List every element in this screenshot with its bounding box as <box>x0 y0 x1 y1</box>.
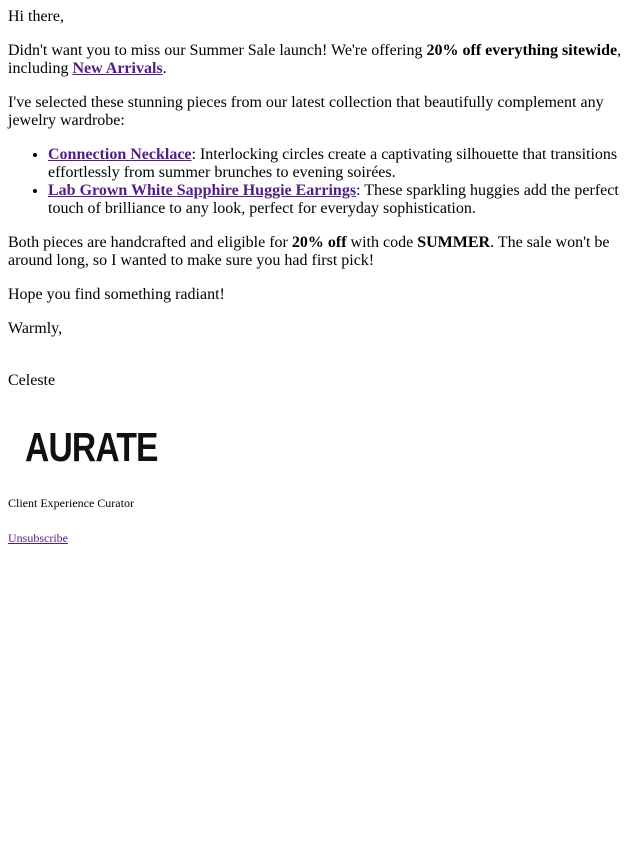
details-text-end: . The sale won't be around long, so I wanted to make sure you had first pick! <box>8 234 610 269</box>
product-description: : Interlocking circles create a captivating silhouette that transitions effortlessly from summer brunches to evening soirées. <box>48 146 618 181</box>
product-list <box>8 146 632 218</box>
signature-name: Celeste <box>8 372 56 389</box>
intro-paragraph <box>8 42 632 78</box>
promo-code: SUMMER <box>417 234 491 251</box>
signoff: Warmly, <box>8 320 63 337</box>
intro-text-middle: , including <box>8 42 622 77</box>
unsubscribe-link[interactable]: Unsubscribe <box>8 531 68 545</box>
product-description: : These sparkling huggies add the perfect touch of brilliance to any look, perfect for everyday sophistication. <box>48 182 619 217</box>
sale-offer: 20% off everything sitewide <box>426 42 618 59</box>
brand-logo <box>8 420 632 478</box>
huggie-earrings-link[interactable]: Lab Grown White Sapphire Huggie Earrings <box>48 182 357 199</box>
intro-text: Didn't want you to miss our Summer Sale launch! We're offering <box>8 42 427 59</box>
discount-amount: 20% off <box>291 234 347 251</box>
details-text-middle: with code <box>346 234 418 251</box>
greeting: Hi there, <box>8 8 64 25</box>
new-arrivals-link[interactable]: New Arrivals <box>72 60 163 77</box>
product-item-necklace <box>48 146 632 182</box>
details-paragraph <box>8 234 632 270</box>
details-text: Both pieces are handcrafted and eligible for <box>8 234 292 251</box>
connection-necklace-link[interactable]: Connection Necklace <box>48 146 192 163</box>
brand-logo-text: AURATE <box>25 424 158 470</box>
signature-role: Client Experience Curator <box>8 496 134 510</box>
intro-text-end: . <box>162 60 167 77</box>
selection-paragraph: I've selected these stunning pieces from our latest collection that beautifully complement any jewelry wardrobe: <box>8 94 604 129</box>
closing-line: Hope you find something radiant! <box>8 286 225 303</box>
product-item-earrings <box>48 182 632 218</box>
